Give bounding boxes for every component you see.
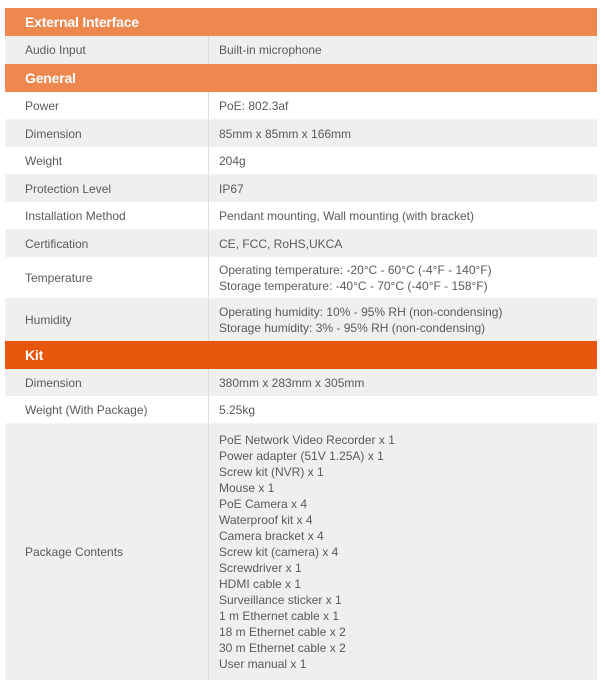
package-item: PoE Network Video Recorder x 1 bbox=[219, 433, 395, 447]
spec-value bbox=[209, 120, 597, 147]
spec-value-line: Built-in microphone bbox=[219, 43, 322, 57]
spec-value-line: 380mm x 283mm x 305mm bbox=[219, 375, 365, 390]
spec-value-line: IP67 bbox=[219, 181, 244, 196]
spec-row-protection-level bbox=[5, 175, 597, 202]
package-item: 18 m Ethernet cable x 2 bbox=[219, 625, 346, 639]
spec-value-line: Storage humidity: 3% - 95% RH (non-condensing) bbox=[219, 321, 486, 335]
spec-value-line: 5.25kg bbox=[219, 402, 256, 417]
package-item: HDMI cable x 1 bbox=[219, 577, 302, 591]
spec-value bbox=[209, 396, 597, 423]
spec-value bbox=[209, 299, 597, 341]
spec-label: Installation Method bbox=[5, 202, 209, 229]
spec-row-package-contents bbox=[5, 424, 597, 680]
section-header-general: General bbox=[5, 64, 597, 92]
package-item: Screw kit (NVR) x 1 bbox=[219, 465, 324, 479]
spec-label: Package Contents bbox=[5, 424, 209, 680]
spec-label: Dimension bbox=[5, 120, 209, 147]
package-contents-list bbox=[209, 424, 597, 680]
section-header-external-interface: External Interface bbox=[5, 8, 597, 36]
spec-value-line: PoE: 802.3af bbox=[219, 98, 289, 113]
spec-row-humidity bbox=[5, 299, 597, 341]
spec-label: Temperature bbox=[5, 257, 209, 298]
spec-value bbox=[209, 202, 597, 229]
package-item: Surveillance sticker x 1 bbox=[219, 593, 342, 607]
section-header-kit: Kit bbox=[5, 341, 597, 369]
spec-row-installation-method bbox=[5, 202, 597, 230]
spec-value bbox=[209, 230, 597, 257]
package-item: Screwdriver x 1 bbox=[219, 561, 302, 575]
spec-label: Power bbox=[5, 92, 209, 119]
package-item: Power adapter (51V 1.25A) x 1 bbox=[219, 449, 384, 463]
spec-label: Audio Input bbox=[5, 36, 209, 64]
spec-value-line: 85mm x 85mm x 166mm bbox=[219, 126, 352, 141]
spec-value-line: Operating humidity: 10% - 95% RH (non-condensing) bbox=[219, 305, 503, 319]
spec-value bbox=[209, 175, 597, 202]
package-item: Mouse x 1 bbox=[219, 481, 275, 495]
spec-value-line: Pendant mounting, Wall mounting (with bracket) bbox=[219, 208, 475, 223]
spec-label: Weight bbox=[5, 147, 209, 174]
spec-value-line: 204g bbox=[219, 153, 246, 168]
spec-value-line: CE, FCC, RoHS,UKCA bbox=[219, 236, 343, 251]
spec-row-dimension bbox=[5, 120, 597, 147]
spec-row-kit-dimension bbox=[5, 369, 597, 396]
spec-label: Protection Level bbox=[5, 175, 209, 202]
spec-value bbox=[209, 92, 597, 119]
spec-value-line: Operating temperature: -20°C - 60°C (-4°F - 140°F) bbox=[219, 262, 492, 277]
spec-label: Humidity bbox=[5, 299, 209, 341]
spec-label: Dimension bbox=[5, 369, 209, 396]
package-item: 30 m Ethernet cable x 2 bbox=[219, 641, 346, 655]
spec-label: Weight (With Package) bbox=[5, 396, 209, 423]
spec-value bbox=[209, 369, 597, 396]
spec-row-kit-weight bbox=[5, 396, 597, 424]
package-item: 1 m Ethernet cable x 1 bbox=[219, 609, 340, 623]
spec-row-power bbox=[5, 92, 597, 120]
spec-row-temperature bbox=[5, 257, 597, 299]
package-item: Screw kit (camera) x 4 bbox=[219, 545, 339, 559]
package-item: User manual x 1 bbox=[219, 657, 307, 671]
spec-row-certification bbox=[5, 230, 597, 257]
package-item: Waterproof kit x 4 bbox=[219, 513, 313, 527]
package-item: PoE Camera x 4 bbox=[219, 497, 308, 511]
spec-table bbox=[5, 8, 597, 680]
spec-row-weight bbox=[5, 147, 597, 175]
spec-label: Certification bbox=[5, 230, 209, 257]
spec-row-audio-input bbox=[5, 36, 597, 64]
package-item: Camera bracket x 4 bbox=[219, 529, 324, 543]
spec-value bbox=[209, 147, 597, 174]
spec-value bbox=[209, 36, 597, 64]
spec-value-line: Storage temperature: -40°C - 70°C (-40°F - 158°F) bbox=[219, 278, 488, 293]
spec-value bbox=[209, 257, 597, 298]
